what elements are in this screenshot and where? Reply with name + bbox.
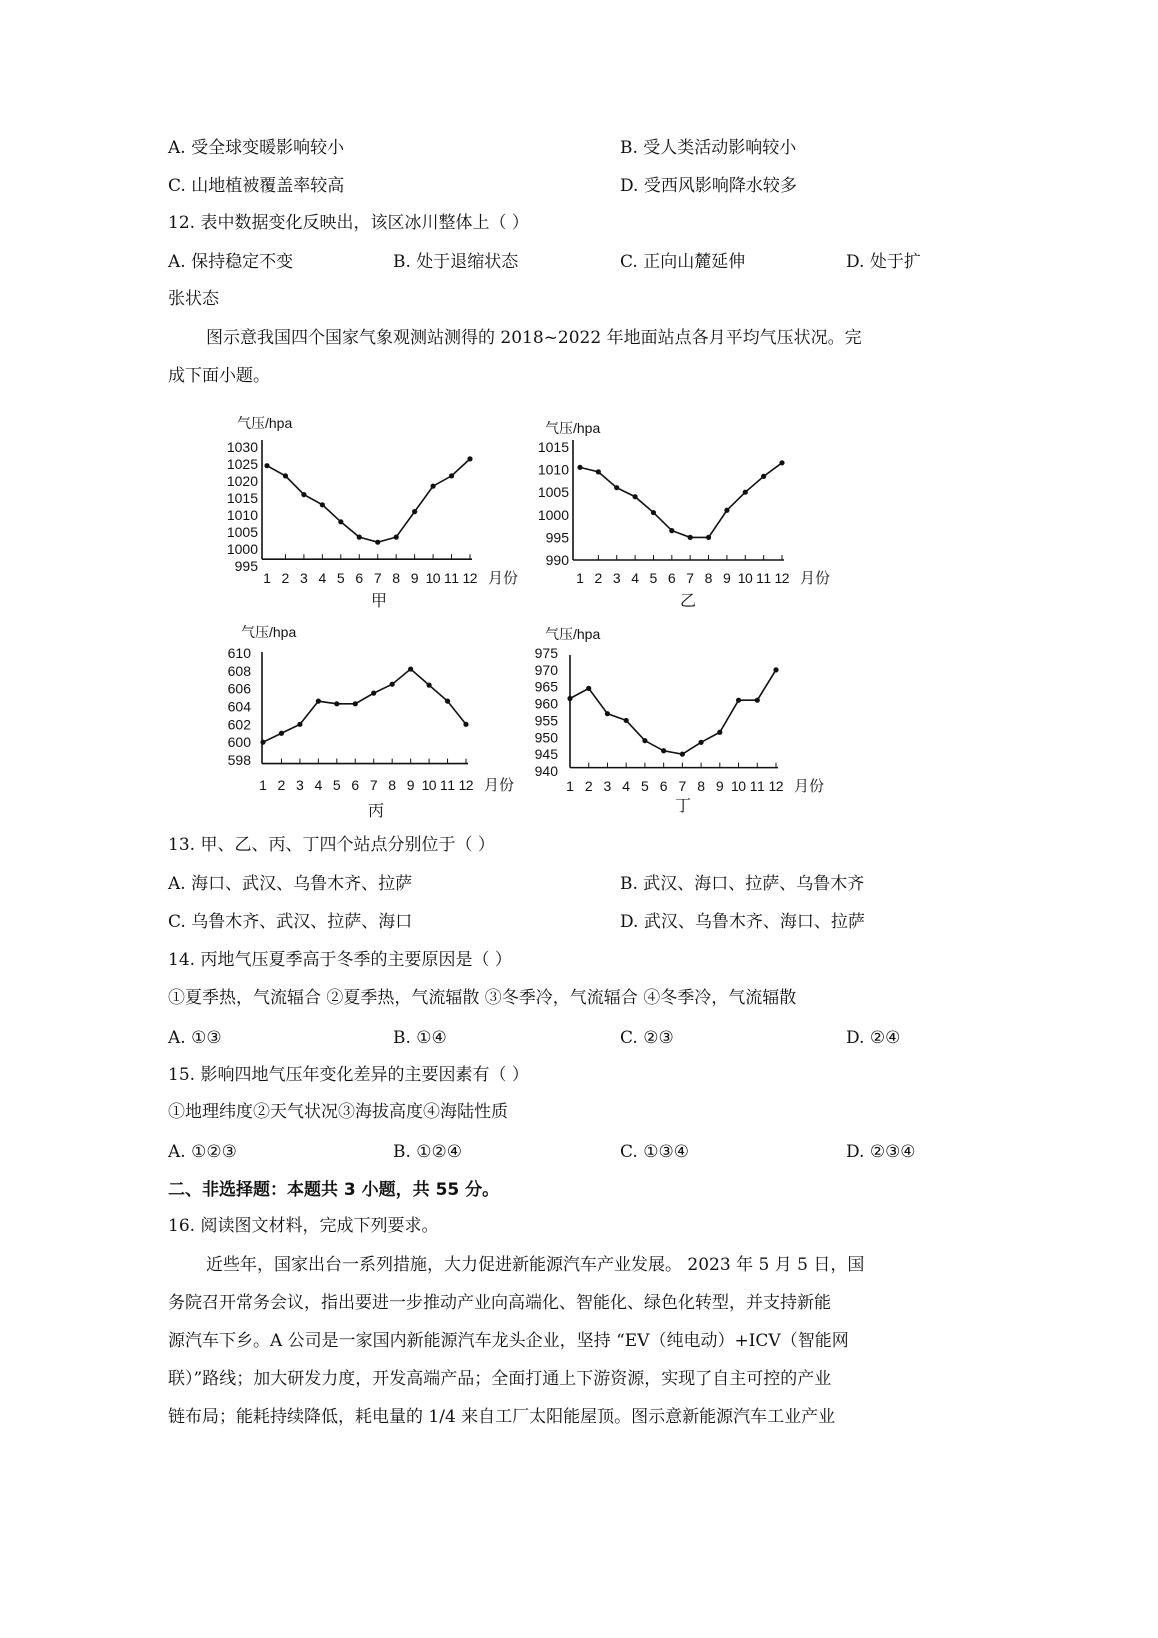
data-point (596, 469, 601, 474)
x-tick-label: 11 (440, 777, 456, 793)
intro-line-1: 图示意我国四个国家气象观测站测得的 2018~2022 年地面站点各月平均气压状况。完 (206, 328, 862, 348)
x-tick-label: 6 (659, 778, 668, 794)
x-tick-label: 9 (715, 778, 724, 794)
x-tick-label: 8 (697, 778, 705, 794)
data-point (743, 490, 748, 495)
x-tick-label: 3 (612, 570, 621, 586)
q14-option-b: B. ①④ (393, 1028, 447, 1048)
y-tick-label: 995 (234, 558, 258, 574)
q12-option-a: A. 保持稳定不变 (168, 252, 294, 272)
x-tick-label: 5 (641, 778, 649, 794)
x-tick-label: 5 (649, 570, 658, 586)
chart-title: 丁 (674, 798, 692, 815)
q14-option-d: D. ②④ (846, 1028, 901, 1048)
y-tick-label: 600 (227, 734, 251, 751)
y-tick-label: 1030 (226, 439, 258, 455)
data-point (698, 740, 703, 745)
y-tick-label: 604 (227, 698, 251, 715)
x-tick-label: 7 (373, 570, 382, 586)
data-point (264, 463, 269, 468)
x-tick-label: 5 (336, 570, 345, 586)
y-tick-label: 1015 (537, 439, 569, 455)
x-tick-label: 12 (774, 570, 790, 586)
q16-stem: 16. 阅读图文材料，完成下列要求。 (168, 1216, 439, 1236)
x-tick-label: 2 (281, 570, 290, 586)
x-tick-label: 4 (318, 570, 327, 586)
data-point (706, 535, 711, 540)
data-point (430, 484, 435, 489)
y-tick-label: 975 (534, 645, 558, 661)
x-tick-label: 6 (355, 570, 364, 586)
data-point (779, 460, 784, 465)
x-tick-label: 7 (686, 570, 695, 586)
data-point (467, 456, 472, 461)
q16-paragraph-line: 联）”路线；加大研发力度，开发高端产品；全面打通上下游资源，实现了自主可控的产业 (168, 1369, 832, 1389)
x-tick-label: 6 (667, 570, 676, 586)
q12-option-d: D. 处于扩 (846, 252, 921, 272)
y-tick-label: 1010 (226, 507, 258, 523)
data-point (717, 730, 722, 735)
data-point (680, 752, 685, 757)
q14-items: ①夏季热，气流辐合 ②夏季热，气流辐散 ③冬季冷，气流辐合 ④冬季冷，气流辐散 (168, 988, 797, 1008)
x-tick-label: 7 (678, 778, 687, 794)
q11-option-b: B. 受人类活动影响较小 (620, 138, 797, 158)
q12-option-d-cont: 张状态 (168, 289, 219, 309)
x-tick-label: 4 (622, 778, 631, 794)
q16-paragraph-line: 近些年，国家出台一系列措施，大力促进新能源汽车产业发展。 2023 年 5 月 5 日，国 (206, 1255, 865, 1275)
q15-option-c: C. ①③④ (620, 1142, 689, 1162)
x-tick-label: 5 (332, 777, 341, 793)
chart-title: 乙 (679, 593, 697, 610)
x-tick-label: 2 (594, 570, 603, 586)
x-tick-label: 1 (259, 777, 267, 793)
q13-option-c: C. 乌鲁木齐、武汉、拉萨、海口 (168, 912, 413, 932)
q13-option-d: D. 武汉、乌鲁木齐、海口、拉萨 (620, 912, 865, 932)
x-tick-label: 10 (731, 778, 747, 794)
x-tick-label: 3 (603, 778, 612, 794)
x-tick-label: 3 (300, 570, 308, 586)
q15-option-b: B. ①②④ (393, 1142, 463, 1162)
x-axis-label: 月份 (488, 570, 519, 587)
q14-option-a: A. ①③ (168, 1028, 222, 1048)
y-axis-label: 气压/hpa (545, 420, 601, 436)
y-tick-label: 945 (534, 746, 558, 763)
y-tick-label: 602 (227, 716, 251, 733)
x-tick-label: 12 (458, 777, 474, 793)
q13-option-b: B. 武汉、海口、拉萨、乌鲁木齐 (620, 874, 865, 894)
y-tick-label: 1005 (537, 484, 569, 501)
data-point (624, 718, 629, 723)
y-tick-label: 1015 (226, 490, 258, 506)
data-point (371, 691, 376, 696)
x-tick-label: 2 (277, 777, 286, 793)
intro-line-2: 成下面小题。 (168, 366, 270, 386)
data-point (426, 683, 431, 688)
y-tick-label: 1025 (226, 456, 258, 472)
q11-option-c: C. 山地植被覆盖率较高 (168, 176, 345, 196)
data-point (724, 508, 729, 513)
q12-option-b: B. 处于退缩状态 (393, 252, 519, 272)
data-point (736, 698, 741, 703)
q14-option-c: C. ②③ (620, 1028, 674, 1048)
y-tick-label: 1000 (226, 541, 258, 557)
y-tick-label: 1010 (537, 461, 569, 478)
data-point (632, 494, 637, 499)
chart-title: 丙 (367, 803, 385, 820)
data-point (375, 540, 380, 545)
q13-option-a: A. 海口、武汉、乌鲁木齐、拉萨 (168, 874, 413, 894)
x-tick-label: 8 (704, 570, 713, 586)
data-point (445, 699, 450, 704)
x-tick-label: 1 (566, 778, 574, 794)
data-point (301, 492, 306, 497)
q15-stem: 15. 影响四地气压年变化差异的主要因素有（ ） (168, 1065, 529, 1085)
data-point (394, 535, 399, 540)
x-tick-label: 9 (410, 570, 419, 586)
y-tick-label: 1020 (226, 473, 258, 489)
x-tick-label: 11 (749, 778, 765, 794)
x-tick-label: 9 (723, 570, 731, 586)
q12-stem: 12. 表中数据变化反映出，该区冰川整体上（ ） (168, 213, 529, 233)
data-point (338, 519, 343, 524)
section-2-heading: 二、非选择题：本题共 3 小题，共 55 分。 (168, 1180, 500, 1200)
x-tick-label: 8 (392, 570, 401, 586)
data-point (283, 473, 288, 478)
q14-stem: 14. 丙地气压夏季高于冬季的主要原因是（ ） (168, 950, 512, 970)
data-point (463, 722, 468, 727)
x-tick-label: 10 (425, 570, 441, 586)
series-line-丙 (263, 669, 466, 742)
y-tick-label: 606 (227, 680, 251, 697)
y-axis-label: 气压/hpa (237, 415, 293, 431)
y-tick-label: 960 (534, 695, 558, 712)
y-tick-label: 990 (545, 552, 569, 568)
data-point (320, 502, 325, 507)
x-tick-label: 10 (421, 777, 437, 793)
y-axis-label: 气压/hpa (241, 624, 297, 640)
x-tick-label: 9 (406, 777, 415, 793)
q15-items: ①地理纬度②天气状况③海拔高度④海陆性质 (168, 1102, 508, 1122)
q11-option-a: A. 受全球变暖影响较小 (168, 138, 345, 158)
x-axis-label: 月份 (800, 570, 831, 587)
x-tick-label: 1 (576, 570, 584, 586)
data-point (605, 711, 610, 716)
data-point (642, 738, 647, 743)
data-point (651, 510, 656, 515)
y-tick-label: 1005 (226, 524, 258, 540)
x-tick-label: 12 (768, 778, 784, 794)
data-point (357, 535, 362, 540)
x-tick-label: 7 (369, 777, 378, 793)
x-tick-label: 3 (296, 777, 304, 793)
data-point (316, 699, 321, 704)
q11-option-d: D. 受西风影响降水较多 (620, 176, 797, 196)
y-tick-label: 950 (534, 729, 558, 746)
q16-paragraph-line: 务院召开常务会议，指出要进一步推动产业向高端化、智能化、绿色化转型，并支持新能 (168, 1293, 831, 1313)
data-point (661, 748, 666, 753)
x-axis-label: 月份 (794, 778, 825, 795)
y-tick-label: 955 (534, 712, 558, 729)
x-tick-label: 11 (444, 570, 460, 586)
data-point (669, 528, 674, 533)
q16-paragraph-line: 源汽车下乡。A 公司是一家国内新能源汽车龙头企业，坚持 “EV（纯电动）+ICV（智能网 (168, 1331, 849, 1351)
data-point (449, 473, 454, 478)
data-point (297, 722, 302, 727)
q16-paragraph-line: 链布局；能耗持续降低，耗电量的 1/4 来自工厂太阳能屋顶。图示意新能源汽车工业产业 (168, 1407, 836, 1427)
q12-option-c: C. 正向山麓延伸 (620, 252, 746, 272)
x-axis-label: 月份 (484, 777, 515, 794)
q15-option-a: A. ①②③ (168, 1142, 237, 1162)
data-point (761, 474, 766, 479)
x-tick-label: 11 (756, 570, 772, 586)
data-point (567, 696, 572, 701)
series-line-丁 (570, 670, 776, 754)
data-point (279, 731, 284, 736)
x-tick-label: 12 (462, 570, 478, 586)
y-tick-label: 965 (534, 678, 558, 695)
x-tick-label: 1 (263, 570, 271, 586)
data-point (353, 701, 358, 706)
y-tick-label: 1000 (537, 506, 569, 523)
data-point (260, 740, 265, 745)
x-tick-label: 2 (584, 778, 593, 794)
y-tick-label: 940 (534, 763, 558, 779)
data-point (688, 535, 693, 540)
data-point (390, 682, 395, 687)
series-line-乙 (580, 463, 782, 538)
y-axis-label: 气压/hpa (545, 626, 601, 642)
y-tick-label: 610 (227, 645, 251, 661)
data-point (408, 666, 413, 671)
chart-title: 甲 (370, 593, 388, 610)
q15-option-d: D. ②③④ (846, 1142, 916, 1162)
data-point (577, 465, 582, 470)
data-point (614, 485, 619, 490)
x-tick-label: 8 (388, 777, 397, 793)
x-tick-label: 10 (737, 570, 753, 586)
q13-stem: 13. 甲、乙、丙、丁四个站点分别位于（ ） (168, 835, 495, 855)
data-point (586, 686, 591, 691)
y-tick-label: 608 (227, 662, 251, 679)
x-tick-label: 6 (351, 777, 360, 793)
y-tick-label: 598 (227, 752, 251, 768)
series-line-甲 (267, 459, 470, 542)
x-tick-label: 4 (631, 570, 639, 586)
y-tick-label: 995 (545, 529, 569, 546)
y-tick-label: 970 (534, 661, 558, 678)
data-point (773, 667, 778, 672)
data-point (334, 701, 339, 706)
x-tick-label: 4 (314, 777, 323, 793)
data-point (755, 698, 760, 703)
data-point (412, 509, 417, 514)
